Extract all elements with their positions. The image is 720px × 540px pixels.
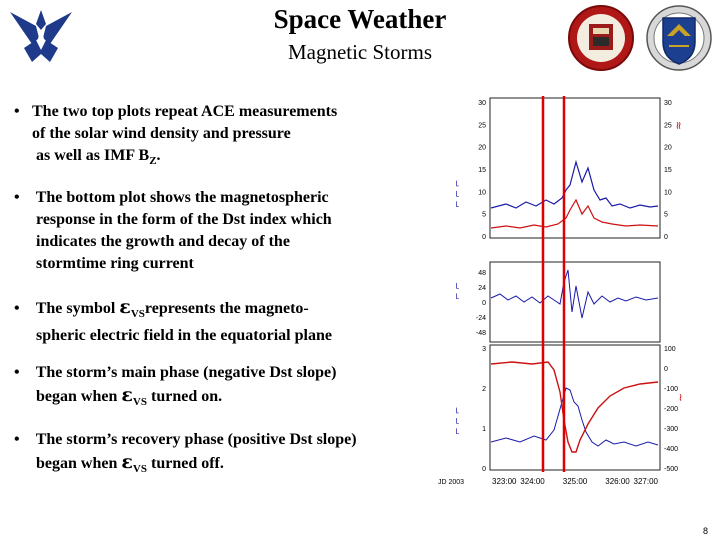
bullet-text: . [156,147,161,164]
axis-glyph-bottom-left: ⌐ ⌐ ⌐ [453,406,463,435]
epsilon-symbol: ε [121,451,133,473]
bullet-main-phase: • The storm’s main phase (negative Dst slope) began when $\varepsilon_{VS}$ turned on. [14,364,337,409]
tick-label: 0 [482,300,486,307]
tick-label: 15 [478,167,486,174]
panel-middle-frame [490,262,660,342]
tick-label: 100 [664,346,676,353]
bullet-text: The two top plots repeat ACE measurements [32,103,338,120]
dst-index-trace [491,362,658,452]
subscript-z: Z [149,155,157,168]
axis-glyph-middle-left: ⌐ ⌐ [453,282,463,300]
bullet-text: as well as IMF B [36,147,150,164]
tick-label: 20 [664,144,672,152]
red-crest-seal [567,4,635,72]
bullet-text: turned off. [146,455,224,472]
tick-label: -100 [664,386,679,393]
tick-label: 3 [482,346,486,353]
tick-label: 1 [482,426,486,433]
tick-label: 25 [664,122,672,130]
bullet-epsilon-vs: • The symbol $\varepsilon_{VS}represents$ the magneto- spheric electric field in the equatorial plane [14,296,332,345]
tick-label: -24 [475,315,486,322]
tick-label: -400 [664,446,679,453]
bullet-text: The bottom plot shows the magnetospheric [35,189,329,206]
tick-label: 5 [482,211,486,219]
bullet-dst-index: • The bottom plot shows the magnetospheric response in the form of the Dst index which indicates the growth and decay of the stormtime ring current [14,189,332,272]
subscript-vs: VS [130,308,145,321]
tick-label: 15 [664,167,672,174]
panel-bottom-frame [490,345,660,470]
panel-bottom-left-axis [482,346,486,473]
x-tick-label: 327:00 [633,477,658,486]
panel-top-right-axis [664,100,672,241]
bullet-text: The storm’s recovery phase (positive Dst slope) [35,431,357,448]
density-trace-blue [491,162,658,208]
panel-bottom-right-axis [664,346,678,473]
tick-label: -300 [664,426,679,433]
blue-shield-seal [645,2,713,74]
tick-label: 0 [664,366,668,373]
imf-bz-trace [491,270,658,318]
bullet-text: turned on. [146,388,223,405]
tick-label: -500 [664,466,679,473]
x-tick-label: 326:00 [605,477,630,486]
bullet-text: began when [36,388,122,405]
tick-label: 0 [664,234,668,241]
bullet-recovery-phase: • The storm’s recovery phase (positive Dst slope) began when $\varepsilon_{VS}$ turned off. [14,431,357,476]
x-tick-label: 325:00 [562,477,588,486]
tick-label: 5 [664,211,668,219]
tick-label: 10 [664,189,672,197]
slide-title: Space Weather [273,4,447,34]
subscript-vs: VS [132,396,147,409]
tick-label: 25 [478,122,486,130]
tick-label: -200 [664,406,679,413]
x-axis-prefix: JD 2003 [438,479,465,486]
bullet-text: indicates the growth and decay of the [36,233,290,250]
time-axis [438,477,659,486]
tick-label: 20 [478,144,486,152]
tick-label: 0 [482,466,486,473]
tick-label: 2 [482,386,486,393]
x-tick-label: 323:00 [492,477,517,486]
axis-glyph-bottom-right: ∼ [674,392,687,402]
panel-middle-left-axis [476,270,486,337]
tick-label: -48 [475,330,486,337]
bullet-ace-measurements: • The two top plots repeat ACE measurements of the solar wind density and pressure as well as IMF $B_Z$. [14,103,338,168]
axis-glyph-top-left: ⌐ ⌐ ⌐ [453,179,463,208]
subscript-vs: VS [132,463,147,476]
bullet-text: began when [36,455,122,472]
slide-subtitle: Magnetic Storms [287,40,433,64]
tick-label: 24 [478,285,486,292]
bullet-text: represents the magneto- [144,300,309,317]
page-number: 8 [702,526,708,536]
bullet-text: of the solar wind density and pressure [32,125,291,142]
tick-label: 10 [478,189,486,197]
tick-label: 48 [478,270,486,277]
bullet-text: The symbol [35,300,120,317]
axis-glyph-top-right: ≈ [672,120,685,130]
bullet-text: stormtime ring current [36,255,194,272]
epsilon-symbol: ε [119,296,131,318]
ace-dst-plot-figure [436,90,706,490]
panel-top-left-axis [478,100,486,241]
x-tick-label: 324:00 [520,477,545,486]
tick-label: 30 [478,100,486,107]
epsilon-vs-trace [491,388,658,446]
bullet-text: spheric electric field in the equatorial plane [36,327,332,345]
pressure-trace-red [491,200,658,228]
bullet-text: response in the form of the Dst index which [36,211,332,228]
tick-label: 0 [482,234,486,241]
bullet-text: The storm’s main phase (negative Dst slope) [35,364,337,381]
epsilon-symbol: ε [121,384,133,406]
tick-label: 30 [664,100,672,107]
